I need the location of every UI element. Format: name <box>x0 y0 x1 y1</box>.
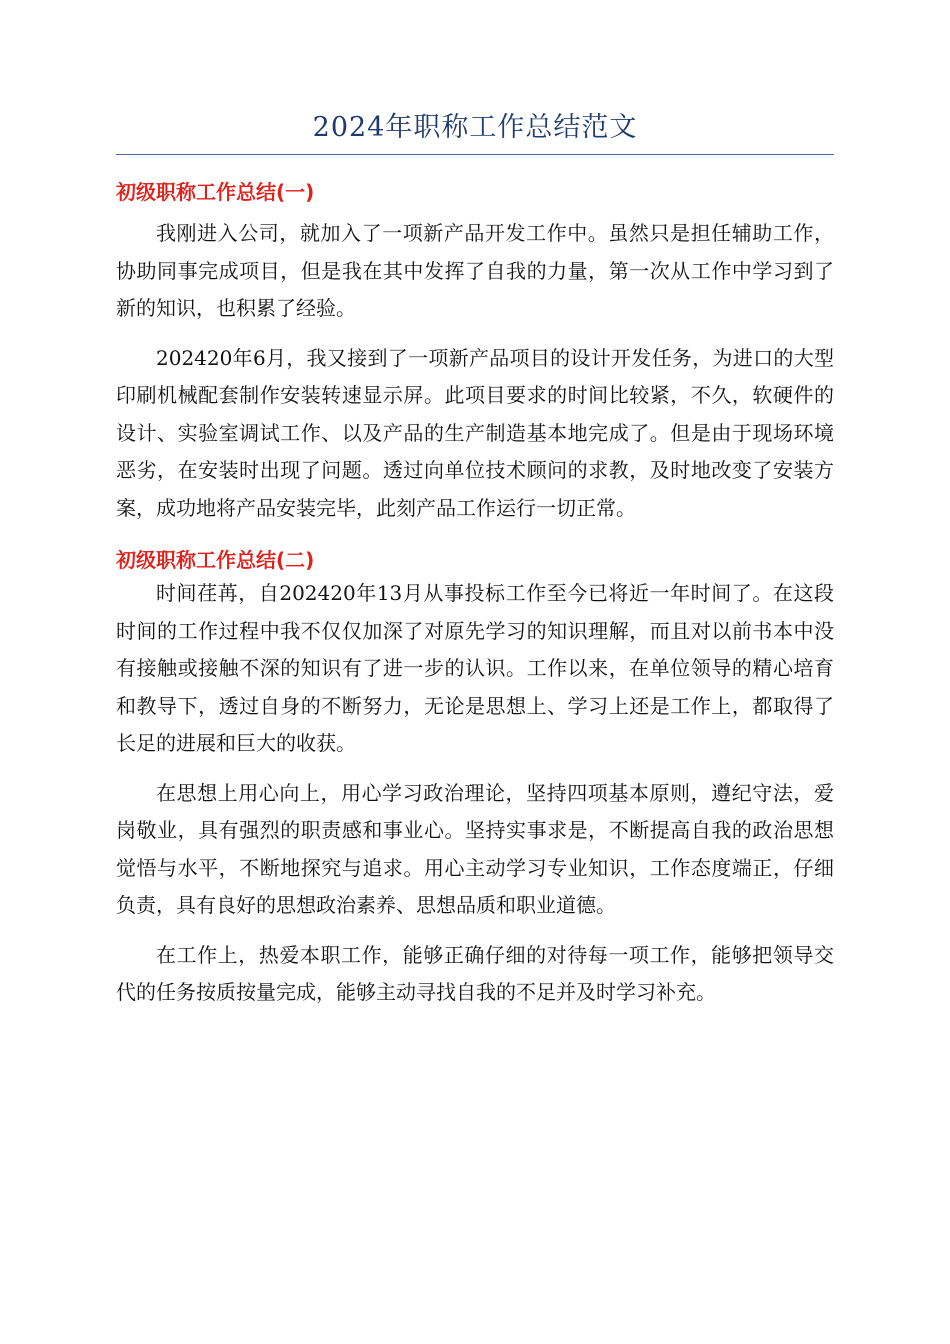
section-1-paragraph-1: 我刚进入公司，就加入了一项新产品开发工作中。虽然只是担任辅助工作，协助同事完成项目，但是我在其中发挥了自我的力量，第一次从工作中学习到了新的知识，也积累了经验。 <box>116 221 834 320</box>
section-2-paragraph-2: 在思想上用心向上，用心学习政治理论，坚持四项基本原则，遵纪守法，爱岗敬业，具有强烈的职责感和事业心。坚持实事求是，不断提高自我的政治思想觉悟与水平，不断地探究与追求。用心主动学习专业知识，工作态度端正，仔细负责，具有良好的思想政治素养、思想品质和职业道德。 <box>116 780 834 917</box>
document-page <box>116 108 834 1012</box>
section-heading-2: 初级职称工作总结(二) <box>116 548 315 572</box>
section-2-paragraph-3: 在工作上，热爱本职工作，能够正确仔细的对待每一项工作，能够把领导交代的任务按质按量完成，能够主动寻找自我的不足并及时学习补充。 <box>116 942 834 1004</box>
section-heading-1: 初级职称工作总结(一) <box>116 180 315 204</box>
section-1-paragraph-2: 202420年6月，我又接到了一项新产品项目的设计开发任务，为进口的大型印刷机械配套制作安装转速显示屏。此项目要求的时间比较紧，不久，软硬件的设计、实验室调试工作、以及产品的生产制造基本地完成了。但是由于现场环境恶劣，在安装时出现了问题。透过向单位技术顾问的求教，及时地改变了安装方案，成功地将产品安装完毕，此刻产品工作运行一切正常。 <box>116 345 834 520</box>
section-2-paragraph-1: 时间荏苒，自202420年13月从事投标工作至今已将近一年时间了。在这段时间的工作过程中我不仅仅加深了对原先学习的知识理解，而且对以前书本中没有接触或接触不深的知识有了进一步的认识。工作以来，在单位领导的精心培育和教导下，透过自身的不断努力，无论是思想上、学习上还是工作上，都取得了长足的进展和巨大的收获。 <box>116 581 834 755</box>
document-title: 2024年职称工作总结范文 <box>116 108 834 155</box>
